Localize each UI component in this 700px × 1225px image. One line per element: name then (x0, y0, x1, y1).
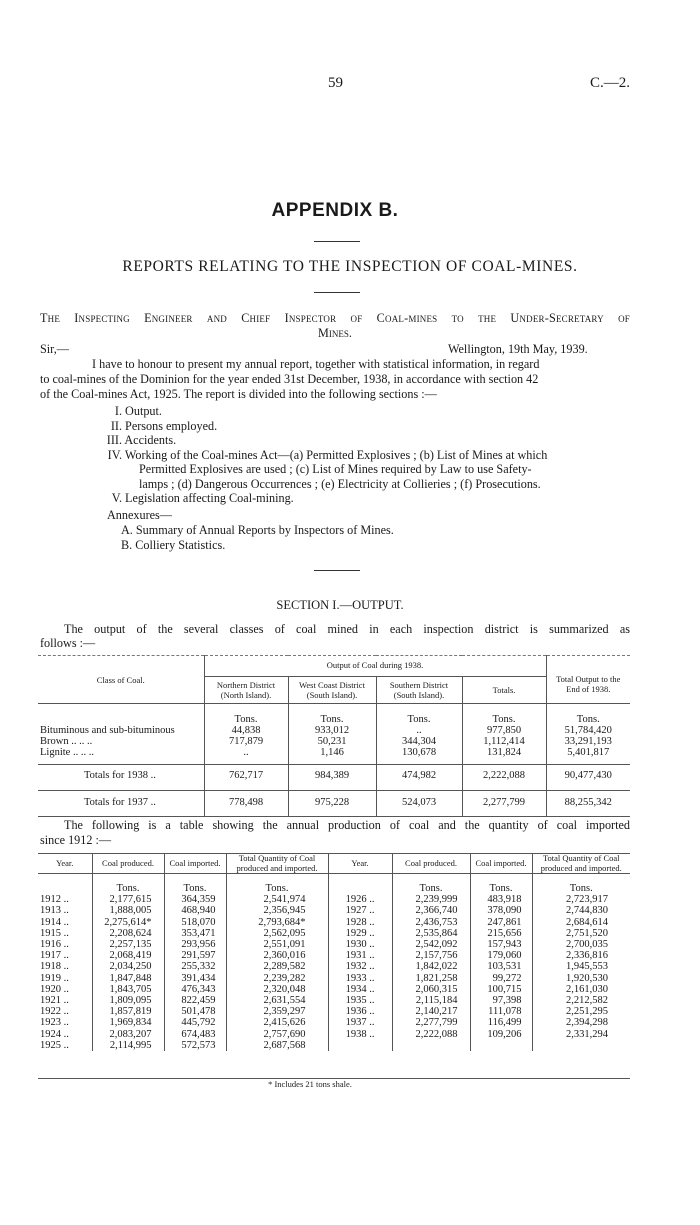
year-cell: 1936 .. (328, 1006, 392, 1017)
total-cell: 2,161,030 (532, 984, 630, 995)
imported-cell: 468,940 (164, 905, 226, 916)
sections-list (100, 404, 630, 506)
imported-cell: 157,943 (470, 939, 532, 950)
year-cell: 1915 .. (40, 927, 69, 939)
year-cell: 1937 .. (328, 1017, 392, 1028)
page-number: 59 (328, 75, 343, 91)
total-cell: 2,251,295 (532, 1006, 630, 1017)
imported-cell: 293,956 (164, 939, 226, 950)
section-item: II. Persons employed. (110, 418, 218, 433)
year-cell: 1917 .. (40, 950, 69, 962)
west-header: West Coast District (South Island). (288, 677, 376, 704)
appendix-title: APPENDIX B. (271, 200, 399, 221)
total-cell: 2,320,048 (226, 984, 328, 995)
produced-cell: 1,847,848 (92, 973, 164, 984)
produced-cell: 2,177,615 (92, 894, 164, 905)
imported-cell: 476,343 (164, 984, 226, 995)
year-header: Year. (56, 857, 74, 868)
year-cell: 1938 .. (328, 1029, 392, 1040)
reports-title: REPORTS RELATING TO THE INSPECTION OF COAL-MINES. (122, 258, 578, 275)
imported-cell (470, 1040, 532, 1051)
year-cell: 1933 .. (328, 973, 392, 984)
produced-header: Coal produced. (92, 854, 164, 874)
imported-cell: 109,206 (470, 1029, 532, 1040)
imported-cell: 364,359 (164, 894, 226, 905)
imported-cell: 179,060 (470, 950, 532, 961)
produced-cell: 2,114,995 (92, 1040, 164, 1051)
document-reference: C.—2. (590, 75, 631, 91)
footnote: * Includes 21 tons shale. (268, 1079, 352, 1089)
subtitle-divider (314, 292, 360, 293)
imported-cell: 391,434 (164, 973, 226, 984)
section-item: III. Accidents. (106, 433, 177, 447)
produced-cell: 2,034,250 (92, 961, 164, 972)
total-cell: 2,394,298 (532, 1017, 630, 1028)
section-heading: SECTION I.—OUTPUT. (276, 598, 404, 612)
total-cell: 2,723,917 (532, 894, 630, 905)
imported-cell: 483,918 (470, 894, 532, 905)
imported-cell: 353,471 (164, 928, 226, 939)
imported-cell: 116,499 (470, 1017, 532, 1028)
unit-label: Tons. (376, 704, 462, 726)
unit-label: Tons. (532, 874, 630, 895)
year-cell: 1926 .. (328, 894, 392, 905)
section-item: IV. Working of the Coal-mines Act—(a) Permitted Explosives ; (b) List of Mines at which (107, 447, 548, 462)
produced-cell: 2,222,088 (392, 1029, 470, 1040)
total-cell: 2,331,294 (532, 1029, 630, 1040)
imported-cell: 255,332 (164, 961, 226, 972)
year-cell: 1927 .. (328, 905, 392, 916)
unit-label: Tons. (204, 704, 288, 726)
produced-cell: 2,208,624 (92, 928, 164, 939)
table-row (38, 917, 630, 928)
imported-cell: 291,597 (164, 950, 226, 961)
total-cell: 2,541,974 (226, 894, 328, 905)
total-header: Total Quantity of Coal produced and imported. (532, 854, 630, 874)
total-cell: 2,751,520 (532, 928, 630, 939)
imported-cell: 674,483 (164, 1029, 226, 1040)
section-item: V. Legislation affecting Coal-mining. (111, 491, 294, 505)
produced-cell: 1,888,005 (92, 905, 164, 916)
title-divider (314, 241, 360, 242)
total-cell: 2,631,554 (226, 995, 328, 1006)
unit-label: Tons. (288, 704, 376, 726)
addressee-line-2: Mines. (318, 326, 352, 340)
produced-cell: 2,068,419 (92, 950, 164, 961)
produced-cell: 2,060,315 (392, 984, 470, 995)
totals-header: Totals. (462, 677, 546, 704)
table-row (38, 939, 630, 950)
imported-cell: 247,861 (470, 917, 532, 928)
year-cell: 1924 .. (40, 1028, 69, 1040)
section-divider (314, 570, 360, 571)
table-row (38, 1029, 630, 1040)
table-row (38, 1017, 630, 1028)
total-cell: 2,700,035 (532, 939, 630, 950)
section-item-continued: lamps ; (d) Dangerous Occurrences ; (e) Electricity at Collieries ; (f) Prosecutions. (139, 476, 541, 491)
total-cell: 2,415,626 (226, 1017, 328, 1028)
south-header: Southern District (South Island). (376, 677, 462, 704)
annexure-item: B. Colliery Statistics. (121, 538, 226, 552)
year-cell: 1928 .. (328, 917, 392, 928)
section-intro-line: The output of the several classes of coal mined in each inspection district is summarized as (64, 622, 630, 636)
produced-cell: 1,821,258 (392, 973, 470, 984)
imported-cell: 111,078 (470, 1006, 532, 1017)
totals-row: Totals for 1938 .. 762,717 984,389 474,982 2,222,088 90,477,430 (38, 765, 630, 791)
year-cell: 1929 .. (328, 928, 392, 939)
unit-label: Tons. (226, 874, 328, 895)
imported-cell: 501,478 (164, 1006, 226, 1017)
year-header: Year. (328, 854, 392, 874)
year-cell: 1914 .. (40, 916, 69, 928)
year-cell: 1921 .. (40, 995, 69, 1007)
produced-cell: 2,275,614* (92, 917, 164, 928)
table-row (38, 1006, 630, 1017)
total-cell: 2,744,830 (532, 905, 630, 916)
table-row (38, 950, 630, 961)
north-header: Northern District (North Island). (204, 677, 288, 704)
production-intro-line: The following is a table showing the annual production of coal and the quantity of coal imported (64, 818, 630, 832)
total-cell: 2,793,684* (226, 917, 328, 928)
total-output-header: Total Output to the End of 1938. (546, 656, 630, 704)
table-row (38, 961, 630, 972)
table-row: Lignite .. .. .. .. 1,146 130,678 131,824 5,401,817 (38, 747, 630, 765)
annexure-item: A. Summary of Annual Reports by Inspectors of Mines. (121, 523, 394, 537)
year-cell: 1930 .. (328, 939, 392, 950)
produced-cell: 2,542,092 (392, 939, 470, 950)
imported-cell: 572,573 (164, 1040, 226, 1051)
total-cell: 2,239,282 (226, 973, 328, 984)
produced-cell: 2,366,740 (392, 905, 470, 916)
unit-label: Tons. (92, 874, 164, 895)
unit-label: Tons. (546, 704, 630, 726)
group-header: Output of Coal during 1938. (204, 656, 546, 677)
total-cell: 2,289,582 (226, 961, 328, 972)
table-row (38, 973, 630, 984)
total-header: Total Quantity of Coal produced and imported. (226, 854, 328, 874)
table-row (38, 928, 630, 939)
year-cell: 1919 .. (40, 972, 69, 984)
table-row: Brown .. .. .. 717,879 50,231 344,304 1,112,414 33,291,193 (38, 736, 630, 747)
year-cell: 1912 .. (40, 894, 69, 906)
unit-label: Tons. (470, 874, 532, 895)
section-intro-line: follows :— (40, 636, 96, 650)
total-cell: 1,945,553 (532, 961, 630, 972)
output-table (38, 655, 630, 817)
imported-cell: 378,090 (470, 905, 532, 916)
produced-cell: 1,809,095 (92, 995, 164, 1006)
table-row (38, 894, 630, 905)
year-cell: 1923 .. (40, 1017, 69, 1029)
table-row: Bituminous and sub-bituminous 44,838 933,012 .. 977,850 51,784,420 (38, 725, 630, 736)
year-cell: 1922 .. (40, 1006, 69, 1018)
paragraph-line: of the Coal-mines Act, 1925. The report is divided into the following sections :— (40, 387, 437, 401)
section-item: I. Output. (114, 404, 162, 418)
year-cell: 1916 .. (40, 939, 69, 951)
paragraph-line: to coal-mines of the Dominion for the year ended 31st December, 1938, in accordance with section 42 (40, 372, 539, 386)
total-cell: 2,684,614 (532, 917, 630, 928)
table-row (38, 905, 630, 916)
year-cell: 1934 .. (328, 984, 392, 995)
production-intro-line: since 1912 :— (40, 833, 112, 847)
unit-label: Tons. (392, 874, 470, 895)
production-table (38, 853, 630, 1051)
year-cell: 1913 .. (40, 905, 69, 917)
imported-cell: 103,531 (470, 961, 532, 972)
imported-cell: 99,272 (470, 973, 532, 984)
produced-header: Coal produced. (392, 854, 470, 874)
produced-cell: 1,969,834 (92, 1017, 164, 1028)
total-cell: 2,551,091 (226, 939, 328, 950)
produced-cell: 2,083,207 (92, 1029, 164, 1040)
produced-cell: 2,535,864 (392, 928, 470, 939)
produced-cell: 2,140,217 (392, 1006, 470, 1017)
year-cell: 1920 .. (40, 983, 69, 995)
class-header: Class of Coal. (96, 674, 145, 685)
imported-header: Coal imported. (164, 854, 226, 874)
produced-cell: 2,436,753 (392, 917, 470, 928)
unit-label: Tons. (164, 874, 226, 895)
produced-cell: 1,843,705 (92, 984, 164, 995)
produced-cell: 1,857,819 (92, 1006, 164, 1017)
produced-cell: 2,157,756 (392, 950, 470, 961)
imported-cell: 97,398 (470, 995, 532, 1006)
totals-row: Totals for 1937 .. 778,498 975,228 524,073 2,277,799 88,255,342 (38, 791, 630, 817)
total-cell: 2,212,582 (532, 995, 630, 1006)
total-cell: 1,920,530 (532, 973, 630, 984)
total-cell: 2,757,690 (226, 1029, 328, 1040)
produced-cell (392, 1040, 470, 1051)
table-row (38, 984, 630, 995)
total-cell (532, 1040, 630, 1051)
addressee-line: The Inspecting Engineer and Chief Inspector of Coal-mines to the Under-Secretary of (40, 311, 630, 325)
paragraph-line: I have to honour to present my annual report, together with statistical information, in regard (92, 357, 540, 371)
salutation: Sir,— (40, 342, 69, 356)
year-cell: 1918 .. (40, 961, 69, 973)
imported-header: Coal imported. (470, 854, 532, 874)
produced-cell: 2,239,999 (392, 894, 470, 905)
produced-cell: 2,277,799 (392, 1017, 470, 1028)
annexures-label: Annexures— (107, 508, 172, 522)
total-cell: 2,687,568 (226, 1040, 328, 1051)
year-cell (328, 1040, 392, 1051)
total-cell: 2,356,945 (226, 905, 328, 916)
imported-cell: 822,459 (164, 995, 226, 1006)
unit-label: Tons. (462, 704, 546, 726)
produced-cell: 2,115,184 (392, 995, 470, 1006)
year-cell: 1935 .. (328, 995, 392, 1006)
table-row (38, 995, 630, 1006)
produced-cell: 2,257,135 (92, 939, 164, 950)
year-cell: 1931 .. (328, 950, 392, 961)
imported-cell: 215,656 (470, 928, 532, 939)
produced-cell: 1,842,022 (392, 961, 470, 972)
imported-cell: 100,715 (470, 984, 532, 995)
total-cell: 2,336,816 (532, 950, 630, 961)
imported-cell: 518,070 (164, 917, 226, 928)
year-cell: 1925 .. (40, 1039, 69, 1051)
total-cell: 2,360,016 (226, 950, 328, 961)
total-cell: 2,359,297 (226, 1006, 328, 1017)
year-cell: 1932 .. (328, 961, 392, 972)
place-date: Wellington, 19th May, 1939. (448, 342, 588, 356)
total-cell: 2,562,095 (226, 928, 328, 939)
section-item-continued: Permitted Explosives are used ; (c) List of Mines required by Law to use Safety- (139, 462, 532, 476)
table-row (38, 1040, 630, 1051)
imported-cell: 445,792 (164, 1017, 226, 1028)
